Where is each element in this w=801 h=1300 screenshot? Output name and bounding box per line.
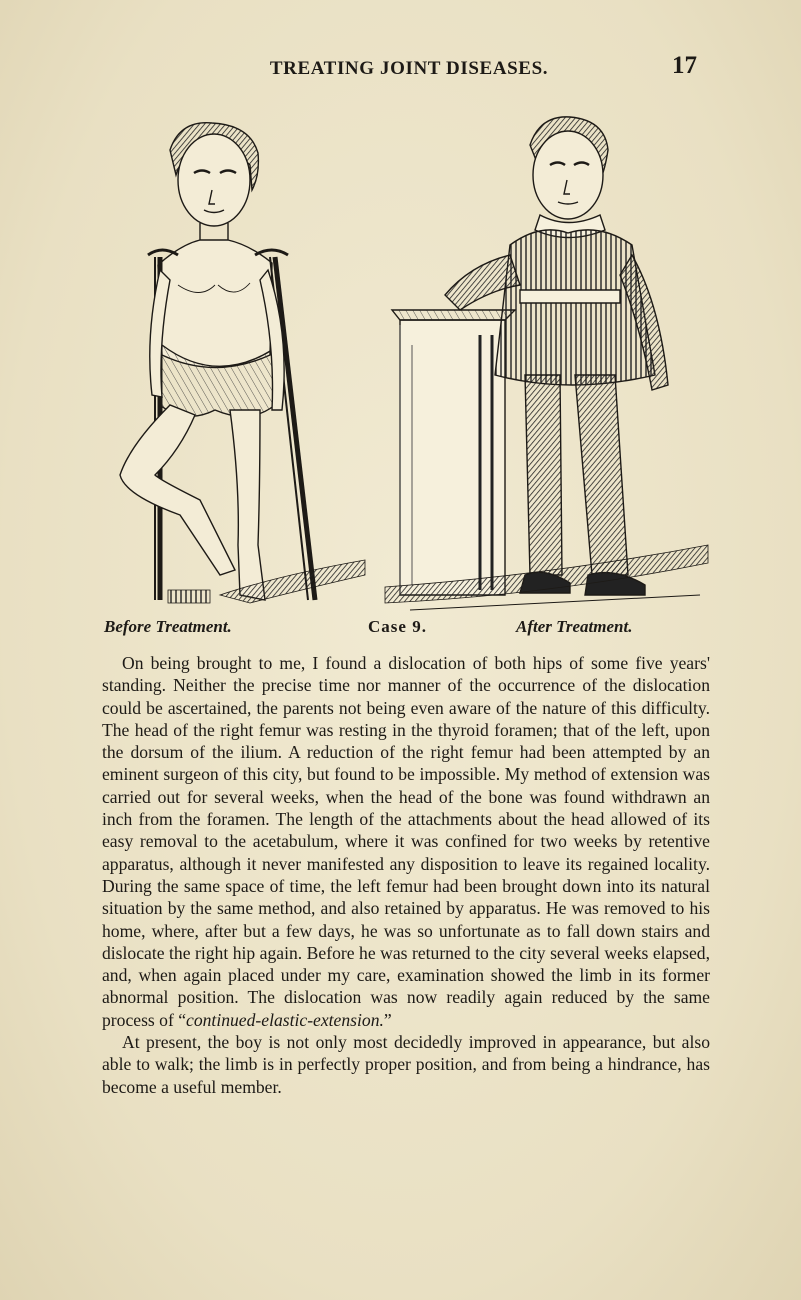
case-report-text bbox=[102, 652, 710, 1098]
paragraph-2-text: At present, the boy is not only most decidedly improved in appearance, but also able to walk; the limb is in perfectly proper position, and from being a hindrance, has become a useful member. bbox=[102, 1032, 710, 1097]
paragraph-1-text: On being brought to me, I found a dislocation of both hips of some five years' standing. Neither the precise time nor manner of the occurrence of the dislocation could be ascertained, the parents not being even aware of the nature of this difficulty. The head of the right femur was resting in the thyroid foramen; that of the left, upon the dorsum of the ilium. A reduction of the right femur had been attempted by an eminent surgeon of this city, but found to be impossible. My method of extension was carried out for several weeks, when the head of the bone was found withdrawn an inch from the foramen. The length of the attachments about the head allowed of its easy removal to the acetabulum, where it was confined for two weeks by retentive apparatus, although it never manifested any disposition to leave its regained locality. During the same space of time, the left femur had been brought down into its natural situation by the same method, and also retained by apparatus. He was removed to his home, where, after but a few days, he was so unfortunate as to fall down stairs and dislocate the right hip again. Before he was returned to the city several weeks elapsed, and, when again placed under my care, examination showed the limb in its former abnormal position. The dislocation was now readily again reduced by the same process of “ bbox=[102, 653, 710, 1030]
paragraph-1-closing-quote: ” bbox=[383, 1009, 392, 1030]
paragraph-case-history bbox=[102, 652, 710, 1031]
case-illustration bbox=[100, 105, 710, 615]
running-head: TREATING JOINT DISEASES. bbox=[269, 58, 549, 79]
paragraph-1-emphasis: continued-elastic-extension. bbox=[186, 1009, 384, 1030]
page-number: 17 bbox=[672, 52, 697, 79]
paragraph-outcome bbox=[102, 1031, 710, 1098]
figure-captions bbox=[104, 617, 710, 641]
before-treatment-figure bbox=[120, 123, 365, 603]
caption-case-number: Case 9. bbox=[368, 617, 427, 636]
engraving-before-after bbox=[100, 105, 710, 615]
caption-before-treatment: Before Treatment. bbox=[104, 617, 232, 636]
caption-after-treatment: After Treatment. bbox=[516, 617, 633, 636]
after-treatment-figure bbox=[385, 117, 708, 610]
